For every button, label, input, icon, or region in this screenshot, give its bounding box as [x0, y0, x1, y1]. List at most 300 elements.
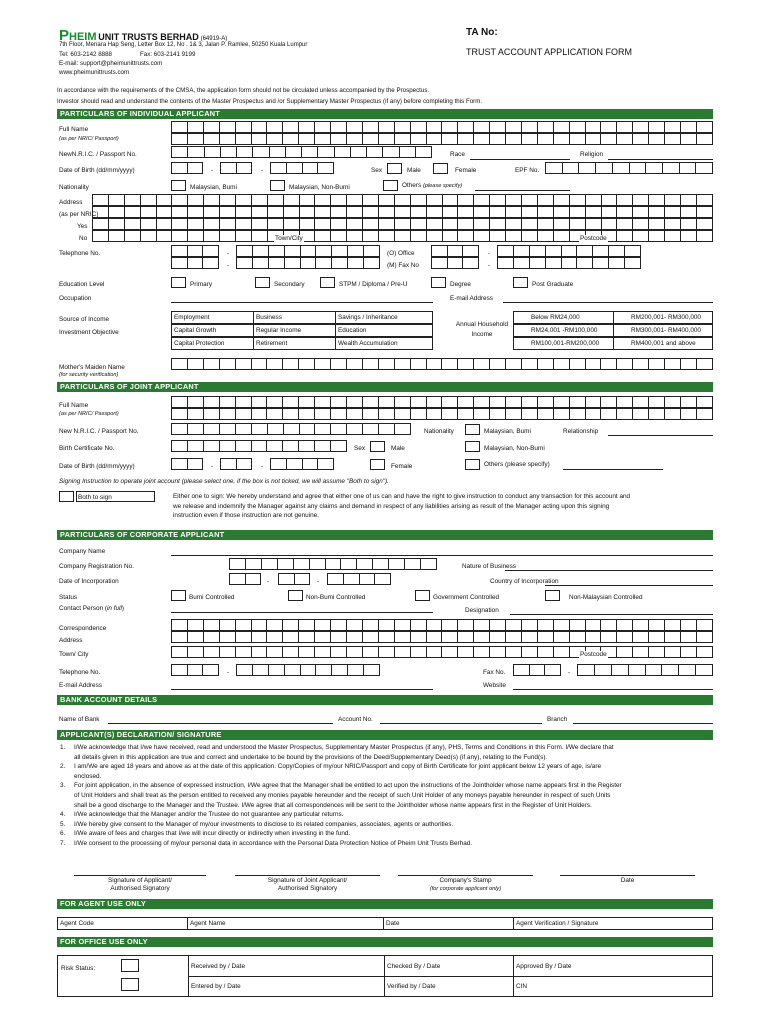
char-box[interactable]: [432, 245, 448, 257]
char-box[interactable]: [363, 230, 379, 242]
char-box[interactable]: [93, 218, 109, 230]
char-box[interactable]: [220, 218, 236, 230]
joint-name-boxes-2[interactable]: [171, 408, 713, 420]
char-box[interactable]: [379, 396, 395, 408]
char-box[interactable]: [522, 631, 538, 643]
char-box[interactable]: [331, 619, 347, 631]
char-box[interactable]: [252, 408, 268, 420]
char-box[interactable]: [157, 218, 173, 230]
char-box[interactable]: [300, 206, 316, 218]
char-box[interactable]: [427, 218, 443, 230]
char-box[interactable]: [220, 230, 236, 242]
char-box[interactable]: [236, 206, 252, 218]
char-box[interactable]: [279, 573, 295, 585]
char-box[interactable]: [570, 631, 586, 643]
char-box[interactable]: [490, 646, 506, 658]
char-box[interactable]: [458, 358, 474, 370]
edu-secondary-checkbox[interactable]: [255, 277, 270, 288]
char-box[interactable]: [411, 631, 427, 643]
char-box[interactable]: [331, 440, 347, 452]
char-box[interactable]: [284, 194, 300, 206]
char-box[interactable]: [649, 194, 665, 206]
char-box[interactable]: [609, 245, 625, 257]
char-box[interactable]: [237, 162, 253, 174]
office-approved[interactable]: Approved By / Date: [516, 963, 572, 970]
char-box[interactable]: [299, 440, 315, 452]
ind-tel-code-2[interactable]: [171, 257, 219, 269]
char-box[interactable]: [697, 121, 713, 133]
char-box[interactable]: [331, 206, 347, 218]
char-box[interactable]: [633, 133, 649, 145]
char-box[interactable]: [364, 245, 380, 257]
joint-dob-month[interactable]: [220, 458, 252, 470]
ind-occupation-line[interactable]: [171, 302, 433, 303]
char-box[interactable]: [538, 133, 554, 145]
objective-growth[interactable]: Capital Growth: [172, 325, 254, 336]
char-box[interactable]: [490, 396, 506, 408]
char-box[interactable]: [188, 646, 204, 658]
char-box[interactable]: [347, 646, 363, 658]
char-box[interactable]: [458, 230, 474, 242]
char-box[interactable]: [570, 408, 586, 420]
char-box[interactable]: [490, 631, 506, 643]
char-box[interactable]: [188, 162, 204, 174]
income-row-3[interactable]: [513, 337, 713, 350]
char-box[interactable]: [316, 245, 332, 257]
char-box[interactable]: [188, 257, 204, 269]
char-box[interactable]: [442, 358, 458, 370]
char-box[interactable]: [252, 133, 268, 145]
char-box[interactable]: [188, 146, 204, 158]
char-box[interactable]: [514, 664, 530, 676]
char-box[interactable]: [172, 664, 188, 676]
char-box[interactable]: [347, 218, 363, 230]
char-box[interactable]: [204, 358, 220, 370]
char-box[interactable]: [295, 573, 311, 585]
char-box[interactable]: [267, 396, 283, 408]
char-box[interactable]: [458, 631, 474, 643]
char-box[interactable]: [331, 121, 347, 133]
char-box[interactable]: [625, 245, 641, 257]
char-box[interactable]: [188, 121, 204, 133]
char-box[interactable]: [109, 230, 125, 242]
char-box[interactable]: [633, 631, 649, 643]
char-box[interactable]: [125, 194, 141, 206]
edu-degree-checkbox[interactable]: [431, 277, 446, 288]
char-box[interactable]: [577, 245, 593, 257]
char-box[interactable]: [681, 121, 697, 133]
char-box[interactable]: [379, 218, 395, 230]
char-box[interactable]: [506, 230, 522, 242]
char-box[interactable]: [172, 646, 188, 658]
char-box[interactable]: [427, 619, 443, 631]
char-box[interactable]: [411, 396, 427, 408]
char-box[interactable]: [172, 408, 188, 420]
char-box[interactable]: [284, 218, 300, 230]
char-box[interactable]: [554, 230, 570, 242]
char-box[interactable]: [141, 230, 157, 242]
corp-bumi-checkbox[interactable]: [171, 590, 186, 601]
char-box[interactable]: [237, 257, 253, 269]
char-box[interactable]: [109, 206, 125, 218]
char-box[interactable]: [681, 631, 697, 643]
char-box[interactable]: [204, 619, 220, 631]
char-box[interactable]: [348, 245, 364, 257]
char-box[interactable]: [506, 358, 522, 370]
source-employment[interactable]: Employment: [172, 312, 254, 323]
char-box[interactable]: [300, 194, 316, 206]
char-box[interactable]: [125, 206, 141, 218]
char-box[interactable]: [379, 408, 395, 420]
char-box[interactable]: [253, 245, 269, 257]
char-box[interactable]: [681, 194, 697, 206]
joint-bc-boxes[interactable]: [171, 440, 347, 452]
char-box[interactable]: [395, 121, 411, 133]
char-box[interactable]: [285, 245, 301, 257]
char-box[interactable]: [554, 206, 570, 218]
office-entered[interactable]: Entered by / Date: [191, 983, 241, 990]
char-box[interactable]: [602, 218, 618, 230]
char-box[interactable]: [303, 458, 319, 470]
char-box[interactable]: [301, 257, 317, 269]
char-box[interactable]: [662, 664, 679, 676]
corp-doi-year[interactable]: [327, 573, 391, 585]
corp-company-line[interactable]: [171, 555, 713, 556]
edu-postgrad-checkbox[interactable]: [513, 277, 528, 288]
char-box[interactable]: [267, 646, 283, 658]
char-box[interactable]: [395, 133, 411, 145]
char-box[interactable]: [400, 146, 416, 158]
char-box[interactable]: [601, 619, 617, 631]
objective-income[interactable]: Regular Income: [254, 325, 336, 336]
agent-verification[interactable]: Agent Verification / Signature: [516, 920, 599, 927]
char-box[interactable]: [458, 194, 474, 206]
char-box[interactable]: [458, 133, 474, 145]
objective-options-1[interactable]: [171, 324, 433, 337]
office-verified[interactable]: Verified by / Date: [387, 983, 436, 990]
char-box[interactable]: [586, 408, 602, 420]
char-box[interactable]: [363, 646, 379, 658]
char-box[interactable]: [697, 396, 713, 408]
char-box[interactable]: [697, 358, 713, 370]
char-box[interactable]: [570, 358, 586, 370]
char-box[interactable]: [649, 230, 665, 242]
corp-website-line[interactable]: [513, 689, 713, 690]
char-box[interactable]: [538, 230, 554, 242]
char-box[interactable]: [601, 396, 617, 408]
char-box[interactable]: [363, 396, 379, 408]
char-box[interactable]: [506, 133, 522, 145]
char-box[interactable]: [696, 162, 713, 174]
char-box[interactable]: [283, 646, 299, 658]
char-box[interactable]: [490, 121, 506, 133]
char-box[interactable]: [188, 440, 204, 452]
char-box[interactable]: [299, 408, 315, 420]
char-box[interactable]: [283, 440, 299, 452]
char-box[interactable]: [538, 396, 554, 408]
char-box[interactable]: [375, 573, 391, 585]
char-box[interactable]: [363, 358, 379, 370]
char-box[interactable]: [563, 162, 580, 174]
char-box[interactable]: [458, 218, 474, 230]
char-box[interactable]: [586, 218, 602, 230]
ind-nric-boxes[interactable]: [171, 146, 432, 158]
char-box[interactable]: [617, 631, 633, 643]
char-box[interactable]: [554, 631, 570, 643]
char-box[interactable]: [522, 646, 538, 658]
char-box[interactable]: [299, 133, 315, 145]
char-box[interactable]: [205, 146, 221, 158]
char-box[interactable]: [411, 121, 427, 133]
char-box[interactable]: [681, 408, 697, 420]
char-box[interactable]: [554, 396, 570, 408]
char-box[interactable]: [577, 257, 593, 269]
char-box[interactable]: [347, 423, 363, 435]
char-box[interactable]: [267, 133, 283, 145]
char-box[interactable]: [141, 194, 157, 206]
office-received[interactable]: Received by / Date: [191, 963, 245, 970]
char-box[interactable]: [498, 257, 514, 269]
char-box[interactable]: [303, 162, 319, 174]
char-box[interactable]: [364, 257, 380, 269]
char-box[interactable]: [395, 619, 411, 631]
char-box[interactable]: [586, 619, 602, 631]
ind-tel-number[interactable]: [236, 245, 380, 257]
char-box[interactable]: [315, 396, 331, 408]
char-box[interactable]: [188, 458, 204, 470]
char-box[interactable]: [363, 631, 379, 643]
char-box[interactable]: [220, 646, 236, 658]
char-box[interactable]: [522, 619, 538, 631]
corp-fax-code[interactable]: [513, 664, 561, 676]
char-box[interactable]: [570, 133, 586, 145]
agent-name[interactable]: Agent Name: [188, 918, 384, 929]
char-box[interactable]: [157, 230, 173, 242]
char-box[interactable]: [253, 146, 269, 158]
char-box[interactable]: [252, 631, 268, 643]
char-box[interactable]: [680, 162, 697, 174]
char-box[interactable]: [268, 206, 284, 218]
char-box[interactable]: [530, 245, 546, 257]
char-box[interactable]: [172, 440, 188, 452]
char-box[interactable]: [269, 257, 285, 269]
income-opt-2[interactable]: RM24,001 -RM100,000: [514, 325, 614, 336]
char-box[interactable]: [204, 133, 220, 145]
char-box[interactable]: [188, 194, 204, 206]
char-box[interactable]: [681, 646, 697, 658]
char-box[interactable]: [490, 619, 506, 631]
ind-full-name-boxes-2[interactable]: [171, 133, 713, 145]
char-box[interactable]: [204, 423, 220, 435]
char-box[interactable]: [172, 206, 188, 218]
char-box[interactable]: [633, 646, 649, 658]
char-box[interactable]: [204, 440, 220, 452]
char-box[interactable]: [300, 218, 316, 230]
char-box[interactable]: [347, 631, 363, 643]
char-box[interactable]: [252, 194, 268, 206]
char-box[interactable]: [220, 408, 236, 420]
char-box[interactable]: [538, 194, 554, 206]
char-box[interactable]: [570, 206, 586, 218]
char-box[interactable]: [302, 146, 318, 158]
char-box[interactable]: [269, 664, 285, 676]
char-box[interactable]: [665, 358, 681, 370]
char-box[interactable]: [299, 358, 315, 370]
char-box[interactable]: [373, 558, 389, 570]
char-box[interactable]: [246, 573, 262, 585]
char-box[interactable]: [283, 408, 299, 420]
char-box[interactable]: [172, 245, 188, 257]
ind-tel-code[interactable]: [171, 245, 219, 257]
char-box[interactable]: [546, 257, 562, 269]
char-box[interactable]: [633, 619, 649, 631]
char-box[interactable]: [379, 423, 395, 435]
char-box[interactable]: [586, 194, 602, 206]
char-box[interactable]: [554, 133, 570, 145]
char-box[interactable]: [188, 396, 204, 408]
income-row-2[interactable]: [513, 324, 713, 337]
ind-race-line[interactable]: [470, 159, 570, 160]
char-box[interactable]: [283, 631, 299, 643]
char-box[interactable]: [538, 358, 554, 370]
char-box[interactable]: [315, 230, 331, 242]
char-box[interactable]: [125, 218, 141, 230]
char-box[interactable]: [344, 573, 360, 585]
char-box[interactable]: [681, 133, 697, 145]
stamp-line[interactable]: [398, 875, 533, 876]
char-box[interactable]: [188, 423, 204, 435]
ind-address-boxes-2[interactable]: [92, 206, 713, 218]
char-box[interactable]: [395, 194, 411, 206]
char-box[interactable]: [443, 230, 459, 242]
char-box[interactable]: [522, 121, 538, 133]
char-box[interactable]: [697, 206, 713, 218]
char-box[interactable]: [411, 358, 427, 370]
joint-bumi-checkbox[interactable]: [465, 424, 480, 435]
maiden-boxes[interactable]: [171, 358, 713, 370]
char-box[interactable]: [546, 162, 563, 174]
char-box[interactable]: [379, 619, 395, 631]
char-box[interactable]: [335, 146, 351, 158]
char-box[interactable]: [554, 619, 570, 631]
char-box[interactable]: [681, 358, 697, 370]
char-box[interactable]: [271, 162, 287, 174]
ind-dob-day[interactable]: [171, 162, 203, 174]
char-box[interactable]: [237, 458, 253, 470]
char-box[interactable]: [498, 245, 514, 257]
char-box[interactable]: [221, 458, 237, 470]
char-box[interactable]: [427, 408, 443, 420]
char-box[interactable]: [318, 458, 334, 470]
char-box[interactable]: [301, 664, 317, 676]
char-box[interactable]: [204, 121, 220, 133]
char-box[interactable]: [427, 631, 443, 643]
bank-account-line[interactable]: [380, 723, 542, 724]
char-box[interactable]: [442, 396, 458, 408]
objective-education[interactable]: Education: [338, 327, 367, 334]
char-box[interactable]: [474, 619, 490, 631]
char-box[interactable]: [236, 133, 252, 145]
ind-address-boxes-3[interactable]: [92, 218, 713, 230]
agent-table[interactable]: [57, 917, 713, 930]
char-box[interactable]: [363, 133, 379, 145]
char-box[interactable]: [617, 206, 633, 218]
joint-others-line[interactable]: [563, 469, 663, 470]
char-box[interactable]: [601, 121, 617, 133]
char-box[interactable]: [172, 396, 188, 408]
char-box[interactable]: [332, 664, 348, 676]
char-box[interactable]: [220, 133, 236, 145]
char-box[interactable]: [283, 121, 299, 133]
char-box[interactable]: [522, 206, 538, 218]
char-box[interactable]: [364, 664, 380, 676]
char-box[interactable]: [294, 558, 310, 570]
char-box[interactable]: [204, 408, 220, 420]
char-box[interactable]: [630, 162, 647, 174]
corp-contact-line[interactable]: [171, 612, 433, 613]
char-box[interactable]: [203, 245, 219, 257]
char-box[interactable]: [474, 358, 490, 370]
char-box[interactable]: [617, 133, 633, 145]
corp-country-line[interactable]: [545, 585, 713, 586]
ind-religion-line[interactable]: [608, 159, 713, 160]
char-box[interactable]: [287, 162, 303, 174]
char-box[interactable]: [490, 218, 506, 230]
char-box[interactable]: [474, 631, 490, 643]
corp-doi-day[interactable]: [229, 573, 261, 585]
char-box[interactable]: [347, 619, 363, 631]
char-box[interactable]: [315, 408, 331, 420]
char-box[interactable]: [204, 631, 220, 643]
char-box[interactable]: [379, 646, 395, 658]
char-box[interactable]: [570, 619, 586, 631]
char-box[interactable]: [253, 257, 269, 269]
char-box[interactable]: [538, 631, 554, 643]
char-box[interactable]: [379, 133, 395, 145]
char-box[interactable]: [411, 646, 427, 658]
char-box[interactable]: [554, 646, 570, 658]
char-box[interactable]: [172, 619, 188, 631]
char-box[interactable]: [315, 121, 331, 133]
char-box[interactable]: [315, 619, 331, 631]
corp-email-line[interactable]: [171, 689, 433, 690]
char-box[interactable]: [220, 396, 236, 408]
ind-male-checkbox[interactable]: [387, 163, 402, 174]
char-box[interactable]: [389, 558, 405, 570]
char-box[interactable]: [315, 194, 331, 206]
char-box[interactable]: [220, 440, 236, 452]
char-box[interactable]: [442, 646, 458, 658]
char-box[interactable]: [360, 573, 376, 585]
char-box[interactable]: [347, 358, 363, 370]
char-box[interactable]: [270, 146, 286, 158]
char-box[interactable]: [593, 245, 609, 257]
both-sign-box[interactable]: [76, 491, 155, 502]
char-box[interactable]: [427, 194, 443, 206]
char-box[interactable]: [665, 121, 681, 133]
char-box[interactable]: [586, 133, 602, 145]
ind-full-name-boxes[interactable]: [171, 121, 713, 133]
char-box[interactable]: [269, 245, 285, 257]
char-box[interactable]: [299, 631, 315, 643]
char-box[interactable]: [562, 257, 578, 269]
char-box[interactable]: [601, 631, 617, 643]
char-box[interactable]: [697, 230, 713, 242]
char-box[interactable]: [347, 408, 363, 420]
char-box[interactable]: [267, 631, 283, 643]
char-box[interactable]: [236, 646, 252, 658]
char-box[interactable]: [204, 646, 220, 658]
